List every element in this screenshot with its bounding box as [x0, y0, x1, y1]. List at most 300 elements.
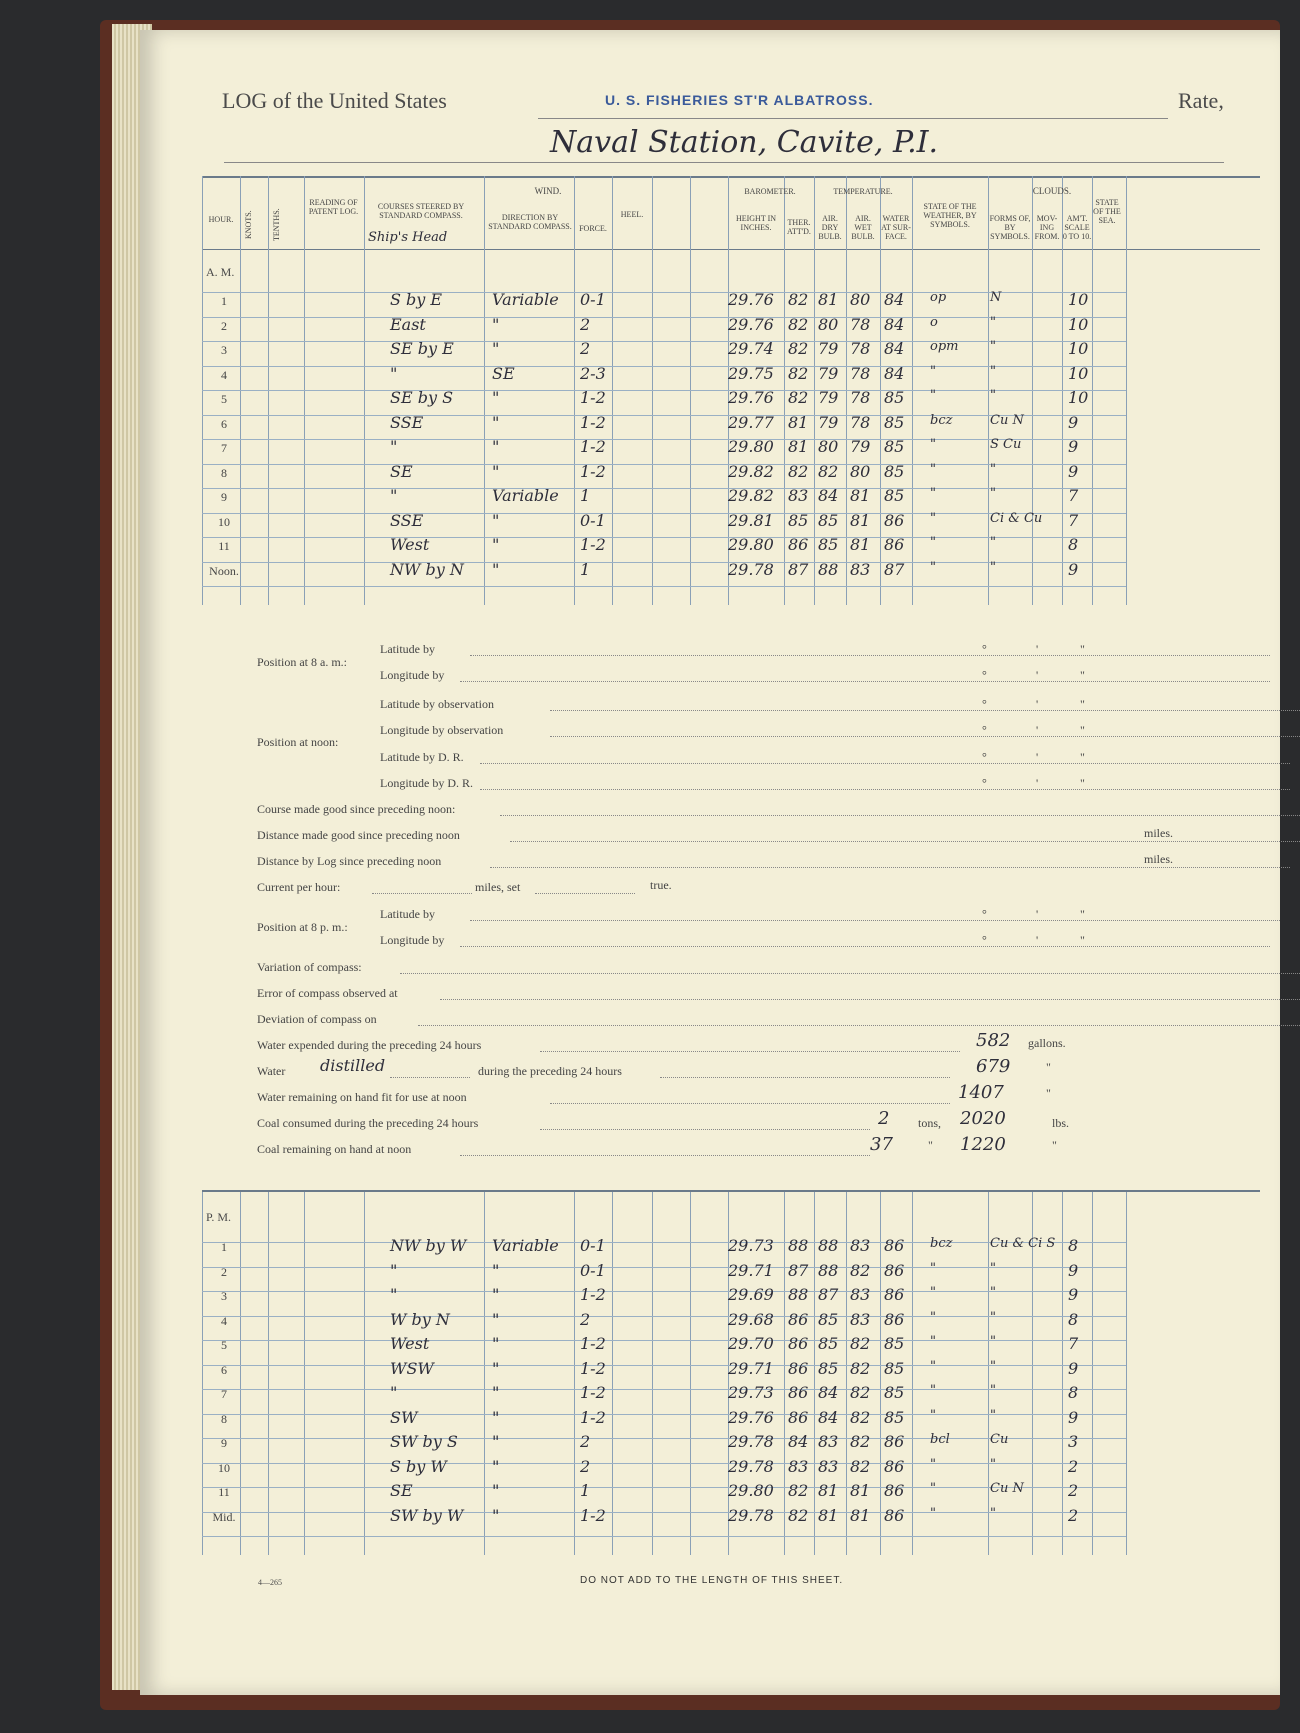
hour-label: 9: [221, 1436, 227, 1450]
grid-row-line: [202, 586, 1126, 587]
wind-direction-cell: ": [492, 1481, 500, 1500]
dotted-leader-line: [480, 788, 1290, 790]
grid-column-line: [1062, 1192, 1063, 1555]
weather-cell: ": [930, 437, 936, 452]
degree-mark: °: [982, 668, 987, 682]
water-temp-cell: 85: [884, 437, 905, 456]
weather-cell: ": [930, 461, 936, 477]
barometer-cell: 29.76: [728, 290, 774, 309]
long-by-8pm: Longitude by: [380, 933, 445, 947]
second-mark: ": [1080, 723, 1085, 737]
second-mark: ": [1080, 907, 1085, 921]
barometer-cell: 29.71: [728, 1358, 774, 1378]
wind-direction-cell: ": [492, 559, 500, 579]
deviation-label: Deviation of compass on: [257, 1012, 377, 1026]
footer-note: DO NOT ADD TO THE LENGTH OF THIS SHEET.: [580, 1575, 844, 1586]
dotted-leader-line: [418, 1024, 1300, 1026]
cloud-forms-cell: Ci & Cu: [990, 510, 1043, 526]
col-courses: COURSES STEERED BY STANDARD COMPASS.: [377, 202, 465, 220]
course-cell: NW by N: [390, 559, 464, 579]
course-cell: S by W: [390, 1456, 447, 1476]
wind-force-cell: 0-1: [580, 290, 606, 309]
water-during-label: during the preceding 24 hours: [478, 1064, 622, 1078]
coal-remaining-label: Coal remaining on hand at noon: [257, 1142, 412, 1156]
air-dry-cell: 81: [818, 1481, 839, 1500]
wind-direction-cell: Variable: [492, 1236, 559, 1255]
air-dry-cell: 79: [818, 388, 839, 407]
dotted-leader-line: [535, 892, 635, 894]
air-dry-cell: 80: [818, 437, 839, 456]
weather-cell: o: [930, 314, 938, 330]
hour-label: 6: [221, 1362, 227, 1377]
wind-force-cell: 1-2: [580, 388, 606, 407]
col-wind: WIND.: [534, 186, 562, 196]
water-temp-cell: 84: [884, 339, 905, 358]
grid-column-line: [574, 1192, 575, 1555]
barometer-cell: 29.71: [728, 1260, 774, 1280]
degree-mark: °: [982, 723, 987, 737]
pm-label: P. M.: [206, 1210, 232, 1224]
wind-force-cell: 0-1: [580, 510, 606, 530]
course-cell: SE: [390, 461, 413, 481]
cloud-amount-cell: 10: [1068, 363, 1089, 383]
grid-row-line: [202, 1267, 1126, 1268]
weather-cell: ": [930, 1383, 936, 1398]
weather-cell: ": [930, 1334, 936, 1349]
weather-cell: bcl: [930, 1432, 950, 1447]
thermometer-cell: 83: [788, 486, 809, 505]
col-air-dry: AIR. DRY BULB.: [818, 214, 842, 241]
lat-by-8am: Latitude by: [380, 642, 435, 656]
dotted-leader-line: [550, 1102, 950, 1104]
grid-row-line: [202, 1463, 1126, 1464]
water-temp-cell: 84: [884, 363, 905, 383]
true-label: true.: [650, 878, 672, 892]
barometer-cell: 29.77: [728, 412, 774, 432]
water-temp-cell: 87: [884, 559, 905, 579]
grid-row-line: [202, 366, 1126, 367]
course-cell: ": [390, 1285, 398, 1304]
grid-row-line: [202, 537, 1126, 538]
thermometer-cell: 82: [788, 339, 809, 358]
air-wet-cell: 81: [850, 535, 871, 554]
minute-mark: ': [1036, 668, 1039, 682]
weather-cell: ": [930, 1505, 936, 1521]
col-air-wet: AIR. WET BULB.: [851, 214, 875, 241]
weather-cell: ": [930, 486, 936, 501]
wind-direction-cell: ": [492, 1383, 500, 1402]
barometer-cell: 29.75: [728, 363, 774, 383]
wind-direction-cell: ": [492, 1407, 500, 1427]
dotted-leader-line: [372, 892, 472, 894]
hour-label: Noon.: [209, 563, 239, 578]
cloud-forms-cell: ": [990, 1407, 996, 1423]
dotted-leader-line: [440, 998, 1300, 1000]
grid-row-line: [202, 464, 1126, 465]
thermometer-cell: 83: [788, 1456, 809, 1476]
coal-consumed-label: Coal consumed during the preceding 24 hours: [257, 1116, 479, 1130]
air-dry-cell: 85: [818, 535, 839, 554]
grid-column-line: [1092, 1192, 1093, 1555]
barometer-cell: 29.69: [728, 1285, 774, 1304]
ditto-1: ": [1046, 1060, 1051, 1074]
location-handwritten: Naval Station, Cavite, P.I.: [550, 125, 938, 160]
thermometer-cell: 82: [788, 388, 809, 407]
grid-row-line: [202, 1512, 1126, 1513]
dotted-leader-line: [550, 735, 1300, 737]
hour-label: 5: [221, 392, 227, 406]
miles-set: miles, set: [475, 880, 521, 894]
wind-force-cell: 1: [580, 559, 591, 579]
degree-mark: °: [982, 750, 987, 764]
weather-cell: ": [930, 1285, 936, 1300]
air-wet-cell: 82: [850, 1334, 871, 1353]
grid-row-line: [202, 1414, 1126, 1415]
col-knots: KNOTS.: [244, 210, 253, 240]
wind-direction-cell: ": [492, 1456, 500, 1476]
cloud-forms-cell: Cu N: [990, 1481, 1024, 1496]
water-distilled-value: 679: [976, 1056, 1011, 1077]
thermometer-cell: 86: [788, 1334, 809, 1353]
cloud-forms-cell: ": [990, 486, 996, 501]
grid-row-line: [202, 1340, 1126, 1341]
grid-row-line: [202, 1242, 1126, 1243]
cloud-amount-cell: 9: [1068, 437, 1079, 456]
cloud-amount-cell: 9: [1068, 412, 1079, 432]
grid-row-line: [202, 562, 1126, 563]
thermometer-cell: 81: [788, 412, 809, 432]
second-mark: ": [1080, 933, 1085, 947]
air-wet-cell: 82: [850, 1260, 871, 1280]
lat-by-8pm: Latitude by: [380, 907, 435, 921]
air-wet-cell: 78: [850, 339, 871, 358]
wind-direction-cell: ": [492, 437, 500, 456]
course-cell: S by E: [390, 290, 443, 309]
air-wet-cell: 81: [850, 486, 871, 505]
grid-row-line: [202, 488, 1126, 489]
long-by-8am: Longitude by: [380, 668, 445, 682]
col-cloud-amt: AM'T. SCALE 0 TO 10.: [1062, 214, 1092, 241]
water-temp-cell: 84: [884, 314, 905, 334]
dotted-leader-line: [470, 654, 1270, 656]
air-wet-cell: 80: [850, 461, 871, 481]
grid-column-line: [484, 1192, 485, 1555]
dotted-leader-line: [550, 709, 1300, 711]
cloud-forms-cell: ": [990, 559, 996, 575]
cloud-forms-cell: Cu & Ci S: [990, 1236, 1056, 1251]
weather-cell: ": [930, 1260, 936, 1276]
second-mark: ": [1080, 750, 1085, 764]
water-temp-cell: 86: [884, 1309, 905, 1329]
wind-force-cell: 0-1: [580, 1236, 606, 1255]
grid-column-line: [268, 1192, 269, 1555]
wind-force-cell: 1-2: [580, 1334, 606, 1353]
wind-direction-cell: ": [492, 535, 500, 554]
air-wet-cell: 78: [850, 363, 871, 383]
air-dry-cell: 85: [818, 1358, 839, 1378]
col-weather: STATE OF THE WEATHER, BY SYMBOLS.: [923, 202, 977, 229]
water-remaining-label: Water remaining on hand fit for use at noon: [257, 1090, 467, 1104]
cloud-forms-cell: Cu N: [990, 412, 1024, 428]
grid-row-line: [202, 1438, 1126, 1439]
grid-column-line: [814, 1192, 815, 1555]
course-cell: W by N: [390, 1309, 450, 1329]
degree-mark: °: [982, 697, 987, 711]
grid-column-line: [690, 1192, 691, 1555]
dotted-leader-line: [540, 1050, 960, 1052]
wind-direction-cell: ": [492, 510, 500, 530]
miles-unit-1: miles.: [1144, 826, 1173, 840]
wind-direction-cell: ": [492, 1432, 500, 1451]
minute-mark: ': [1036, 723, 1039, 737]
dotted-leader-line: [460, 1154, 870, 1156]
long-obs: Longitude by observation: [380, 723, 504, 737]
course-made-good: Course made good since preceding noon:: [257, 802, 456, 816]
cloud-amount-cell: 7: [1068, 486, 1079, 505]
barometer-cell: 29.78: [728, 1505, 774, 1525]
thermometer-cell: 88: [788, 1236, 809, 1255]
grid-row-line: [202, 1536, 1126, 1537]
wind-direction-cell: ": [492, 1505, 500, 1525]
course-cell: NW by W: [390, 1236, 467, 1255]
cloud-amount-cell: 10: [1068, 388, 1089, 407]
tons-unit: tons,: [918, 1116, 942, 1130]
coal-consumed-lbs: 2020: [960, 1108, 1006, 1129]
grid-row-line: [202, 1365, 1126, 1366]
air-dry-cell: 84: [818, 486, 839, 505]
cloud-amount-cell: 9: [1068, 1285, 1079, 1304]
thermometer-cell: 85: [788, 510, 809, 530]
barometer-cell: 29.80: [728, 1481, 774, 1500]
hour-label: 4: [221, 367, 227, 382]
air-dry-cell: 83: [818, 1432, 839, 1451]
air-wet-cell: 82: [850, 1456, 871, 1476]
barometer-cell: 29.78: [728, 1432, 774, 1451]
pos-8pm-label: Position at 8 p. m.:: [257, 920, 348, 934]
water-temp-cell: 86: [884, 1285, 905, 1304]
hour-label: 1: [221, 294, 227, 308]
cloud-forms-cell: ": [990, 388, 996, 403]
gallons-unit: gallons.: [1028, 1036, 1066, 1050]
wind-direction-cell: ": [492, 314, 500, 334]
thermometer-cell: 82: [788, 1505, 809, 1525]
hour-label: 2: [221, 318, 227, 333]
wind-force-cell: 1: [580, 486, 591, 505]
col-patent-log: READING OF PATENT LOG.: [308, 198, 359, 216]
hour-label: 7: [221, 1387, 227, 1401]
weather-cell: ": [930, 1407, 936, 1423]
wind-direction-cell: ": [492, 412, 500, 432]
grid-column-line: [784, 1192, 785, 1555]
course-cell: West: [390, 535, 430, 554]
barometer-cell: 29.82: [728, 486, 774, 505]
minute-mark: ': [1036, 642, 1039, 656]
weather-cell: opm: [930, 339, 959, 354]
col-sea: STATE OF THE SEA.: [1093, 198, 1121, 225]
wind-force-cell: 1: [580, 1481, 591, 1500]
col-tenths: TENTHS.: [272, 208, 281, 242]
grid-column-line: [612, 1192, 613, 1555]
air-wet-cell: 82: [850, 1432, 871, 1451]
dotted-leader-line: [490, 866, 1290, 868]
cloud-amount-cell: 7: [1068, 1334, 1079, 1353]
wind-force-cell: 2: [580, 1456, 591, 1476]
barometer-cell: 29.73: [728, 1236, 774, 1255]
course-cell: SW: [390, 1407, 418, 1427]
water-temp-cell: 85: [884, 486, 905, 505]
barometer-cell: 29.74: [728, 339, 774, 358]
thermometer-cell: 82: [788, 314, 809, 334]
variation-label: Variation of compass:: [257, 960, 362, 974]
second-mark: ": [1080, 776, 1085, 790]
wind-direction-cell: ": [492, 339, 500, 358]
hour-label: Mid.: [212, 1509, 236, 1524]
dotted-leader-line: [470, 919, 1280, 921]
cloud-forms-cell: ": [990, 314, 996, 330]
miles-unit-2: miles.: [1144, 852, 1173, 866]
thermometer-cell: 82: [788, 461, 809, 481]
grid-column-line: [846, 1192, 847, 1555]
course-cell: SW by S: [390, 1432, 458, 1451]
lbs-unit: lbs.: [1052, 1116, 1070, 1130]
lat-obs: Latitude by observation: [380, 697, 494, 711]
water-temp-cell: 85: [884, 412, 905, 432]
thermometer-cell: 82: [788, 290, 809, 309]
barometer-cell: 29.78: [728, 1456, 774, 1476]
course-cell: SSE: [390, 510, 424, 530]
course-cell: SE by E: [390, 339, 454, 358]
water-temp-cell: 84: [884, 290, 905, 309]
air-dry-cell: 85: [818, 510, 839, 530]
wind-force-cell: 1-2: [580, 1407, 606, 1427]
course-cell: SSE: [390, 412, 424, 432]
water-temp-cell: 85: [884, 388, 905, 407]
col-wind-force: FORCE.: [579, 224, 607, 233]
second-mark: ": [1080, 697, 1085, 711]
thermometer-cell: 86: [788, 1309, 809, 1329]
pos-noon-label: Position at noon:: [257, 735, 339, 749]
water-temp-cell: 86: [884, 1456, 905, 1476]
air-wet-cell: 78: [850, 388, 871, 407]
cloud-forms-cell: Cu: [990, 1432, 1009, 1447]
cloud-amount-cell: 2: [1068, 1505, 1079, 1525]
cloud-forms-cell: ": [990, 1358, 996, 1374]
dist-made-good: Distance made good since preceding noon: [257, 828, 460, 842]
wind-direction-cell: ": [492, 1285, 500, 1304]
grid-row-line: [202, 390, 1126, 391]
air-dry-cell: 79: [818, 363, 839, 383]
thermometer-cell: 82: [788, 363, 809, 383]
water-temp-cell: 85: [884, 461, 905, 481]
wind-force-cell: 1-2: [580, 412, 606, 432]
hour-label: 3: [221, 1289, 227, 1303]
wind-force-cell: 2: [580, 339, 591, 358]
cloud-forms-cell: ": [990, 1456, 996, 1472]
course-cell: East: [390, 314, 426, 334]
cloud-amount-cell: 9: [1068, 461, 1079, 481]
thermometer-cell: 88: [788, 1285, 809, 1304]
wind-direction-cell: ": [492, 1334, 500, 1353]
water-temp-cell: 86: [884, 535, 905, 554]
grid-row-line: [202, 415, 1126, 416]
col-barometer: BAROMETER.: [744, 187, 796, 196]
air-wet-cell: 83: [850, 1309, 871, 1329]
course-cell: SE by S: [390, 388, 454, 407]
wind-force-cell: 2: [580, 314, 591, 334]
hour-label: 6: [221, 416, 227, 431]
air-wet-cell: 81: [850, 510, 871, 530]
cloud-amount-cell: 7: [1068, 510, 1079, 530]
col-cloud-forms: FORMS OF, BY SYMBOLS.: [989, 214, 1031, 241]
thermometer-cell: 87: [788, 559, 809, 579]
cloud-forms-cell: ": [990, 1285, 996, 1300]
cloud-forms-cell: ": [990, 1309, 996, 1325]
dotted-leader-line: [400, 972, 1300, 974]
weather-cell: ": [930, 1309, 936, 1325]
weather-cell: ": [930, 388, 936, 403]
air-wet-cell: 81: [850, 1505, 871, 1525]
minute-mark: ': [1036, 776, 1039, 790]
cloud-forms-cell: ": [990, 339, 996, 354]
cloud-amount-cell: 8: [1068, 1383, 1079, 1402]
grid-column-line: [1126, 1192, 1127, 1555]
cloud-forms-cell: S Cu: [990, 437, 1022, 452]
minute-mark: ': [1036, 907, 1039, 921]
cloud-amount-cell: 10: [1068, 314, 1089, 334]
wind-direction-cell: SE: [492, 363, 515, 383]
cloud-amount-cell: 2: [1068, 1456, 1079, 1476]
cloud-amount-cell: 2: [1068, 1481, 1079, 1500]
degree-mark: °: [982, 776, 987, 790]
dotted-leader-line: [460, 945, 1270, 947]
barometer-cell: 29.68: [728, 1309, 774, 1329]
water-temp-cell: 85: [884, 1334, 905, 1353]
water-temp-cell: 86: [884, 1481, 905, 1500]
hour-label: 7: [221, 441, 227, 455]
grid-row-line: [202, 439, 1126, 440]
grid-row-line: [202, 292, 1126, 293]
water-kind: distilled: [320, 1056, 386, 1075]
hour-label: 9: [221, 490, 227, 504]
water-temp-cell: 85: [884, 1358, 905, 1378]
course-cell: SE: [390, 1481, 413, 1500]
wind-direction-cell: Variable: [492, 290, 559, 309]
wind-force-cell: 2: [580, 1309, 591, 1329]
col-cloud-moving: MOV-ING FROM.: [1034, 214, 1060, 241]
error-label: Error of compass observed at: [257, 986, 398, 1000]
dotted-leader-line: [480, 762, 1290, 764]
dotted-leader-line: [500, 814, 1300, 816]
water-temp-cell: 85: [884, 1407, 905, 1427]
second-mark: ": [1080, 668, 1085, 682]
grid-row-line: [202, 1389, 1126, 1390]
air-dry-cell: 81: [818, 290, 839, 309]
weather-cell: ": [930, 1456, 936, 1472]
minute-mark: ': [1036, 697, 1039, 711]
courses-note: Ship's Head: [368, 230, 448, 245]
cloud-amount-cell: 10: [1068, 339, 1089, 358]
thermometer-cell: 81: [788, 437, 809, 456]
wind-direction-cell: ": [492, 1260, 500, 1280]
barometer-cell: 29.81: [728, 510, 774, 530]
ditto-3: ": [928, 1138, 933, 1152]
wind-force-cell: 1-2: [580, 1505, 606, 1525]
wind-force-cell: 2-3: [580, 363, 606, 383]
barometer-cell: 29.80: [728, 535, 774, 554]
grid-column-line: [912, 1192, 913, 1555]
thermometer-cell: 86: [788, 1407, 809, 1427]
wind-force-cell: 1-2: [580, 535, 606, 554]
